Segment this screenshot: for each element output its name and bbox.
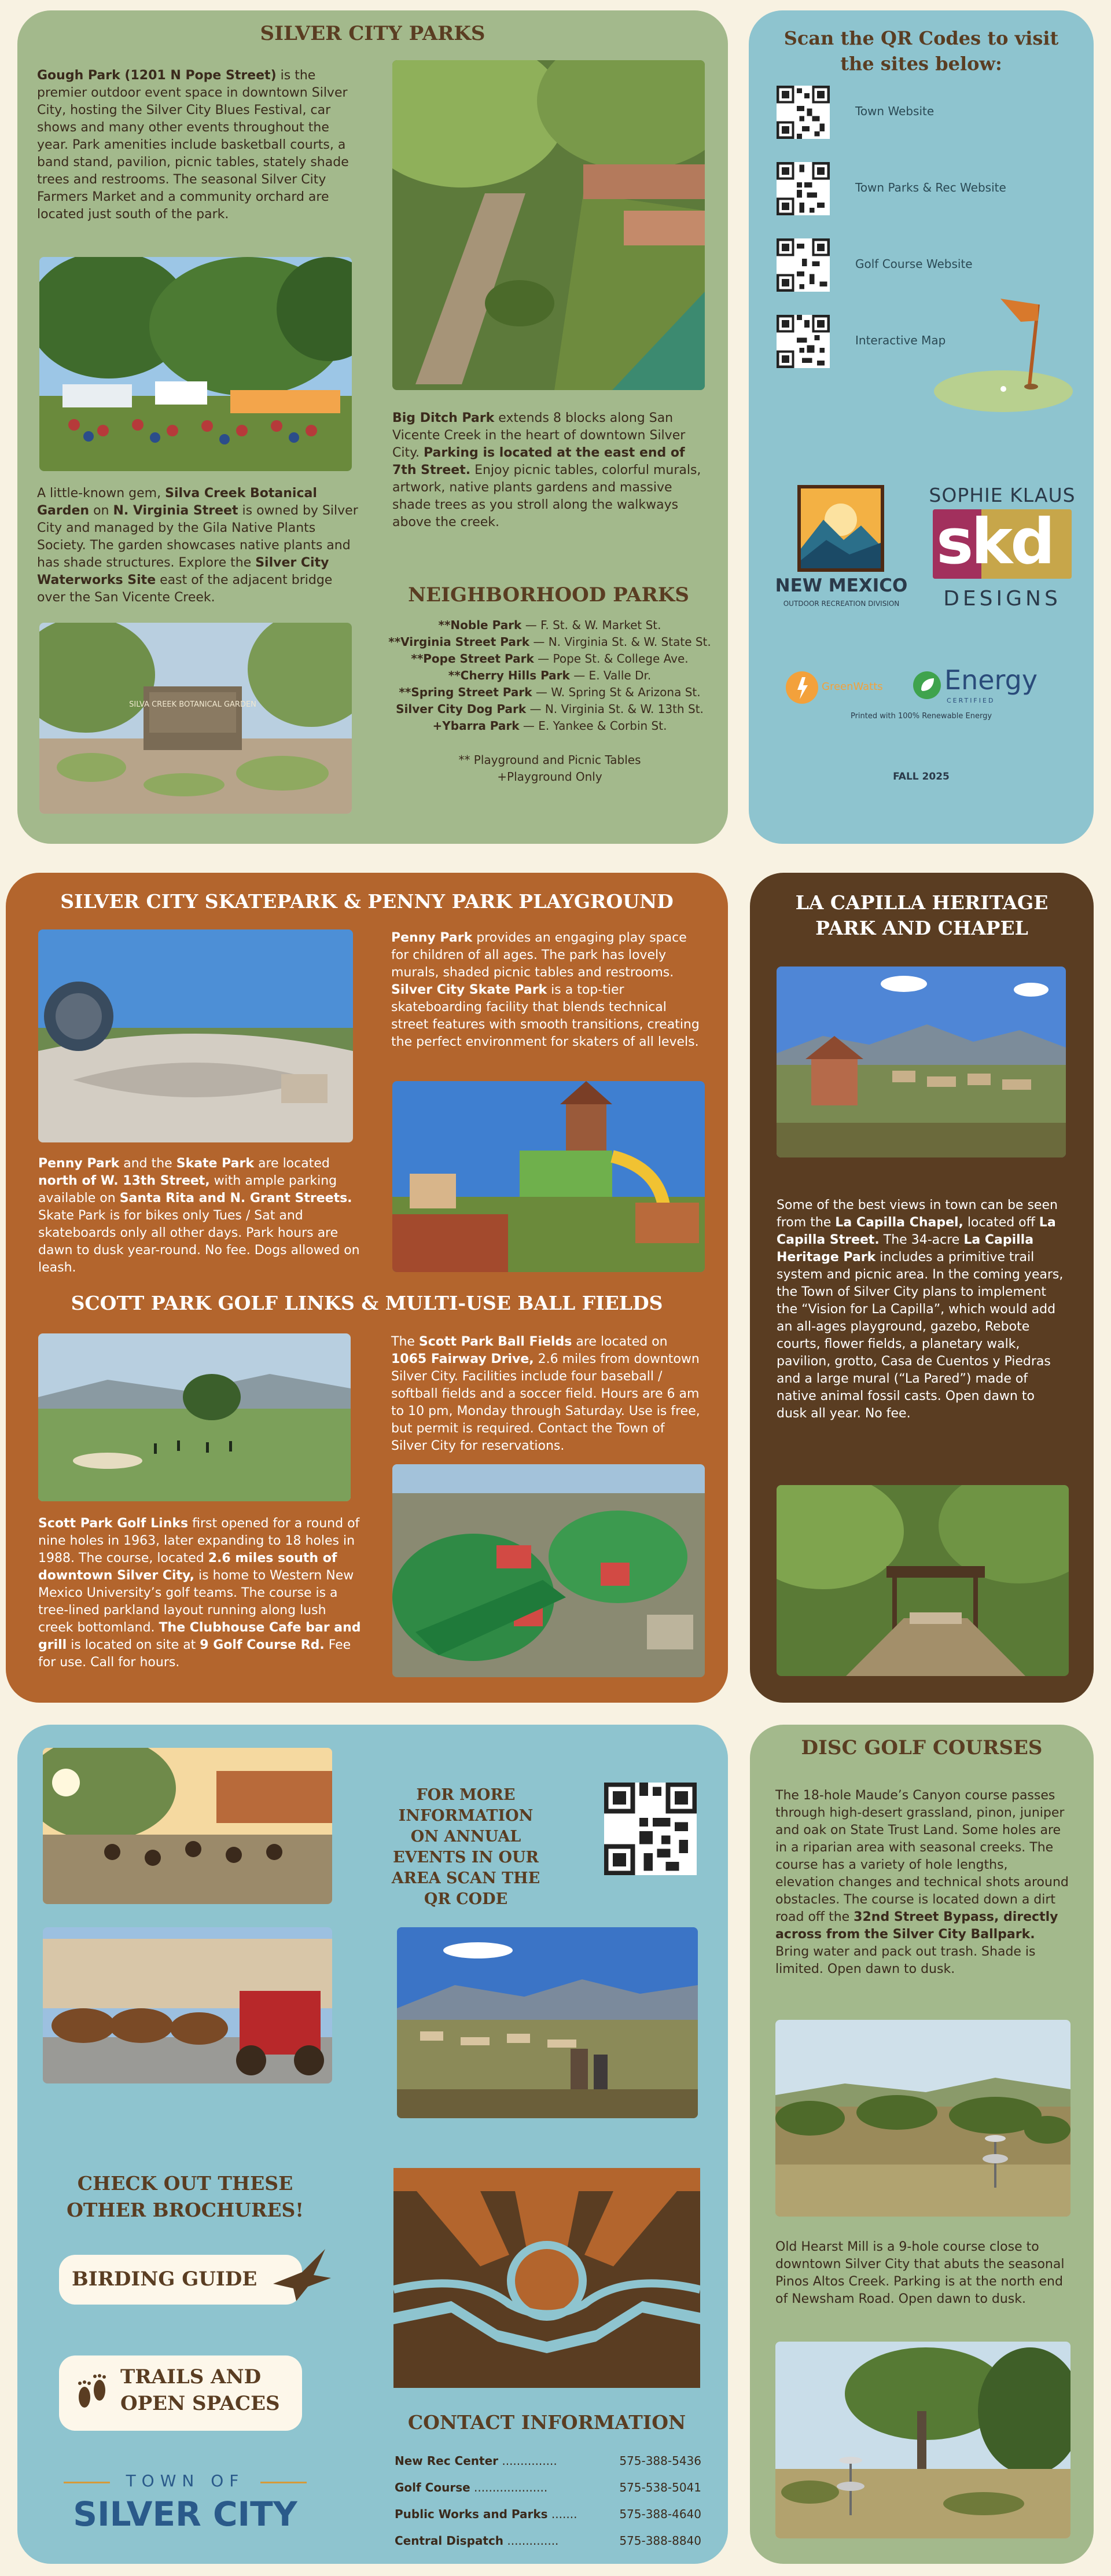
greenwatts-badge: GreenWatts — [785, 670, 883, 707]
footprints-icon — [72, 2374, 112, 2415]
events-contact-panel — [17, 1725, 728, 2564]
silver-city-parks-panel — [17, 10, 728, 844]
other-brochures-heading: CHECK OUT THESE OTHER BROCHURES! — [67, 2172, 304, 2221]
greenwatts-icon — [785, 670, 819, 705]
stagecoach-parade-photo — [43, 1927, 332, 2083]
neighborhood-parks-list — [376, 617, 723, 785]
sk-designs-line2: DESIGNS — [943, 587, 1061, 611]
qr-label-town-website: Town Website — [855, 104, 935, 118]
legend-playground-only: +Playground Only — [497, 770, 602, 784]
contact-row: Public Works and Parks ....... 575-388-4640 — [395, 2507, 701, 2521]
qr-label-interactive-map: Interactive Map — [855, 333, 946, 347]
skatepark-golf-panel — [6, 873, 728, 1703]
disc-golf-panel — [750, 1725, 1094, 2564]
disc-golf-title: DISC GOLF COURSES — [801, 1736, 1043, 1759]
la-capilla-view-photo — [777, 967, 1066, 1157]
penny-park-text: Penny Park provides an engaging play space for children of all ages. The park has lovely murals, shaded picnic tables and restrooms. Silver City Skate Park is a top-tier skateboarding facility that blends technical street features with smooth transitions, creating the perfect environment for skaters of all levels. — [391, 931, 700, 1049]
qr-code-annual-events[interactable] — [604, 1783, 697, 1875]
energy-certified-badge: Energy CERTIFIED — [912, 667, 1057, 707]
leaf-icon — [912, 670, 942, 700]
gough-park-photo — [39, 257, 352, 471]
qr-label-parks-rec-website: Town Parks & Rec Website — [855, 181, 1006, 194]
sk-designs-logo: skd — [933, 509, 1072, 579]
golf-links-text: Scott Park Golf Links first opened for a round of nine holes in 1963, later expanding to 18 holes in 1988. The course, located 2.6 miles south of downtown Silver City, is home to Western New Mexico University’s golf teams. The course is a tree-lined parkland layout running along lush creek bottomland. The Clubhouse Cafe bar and grill is located on site at 9 Golf Course Rd. Fee for use. Call for hours. — [38, 1516, 361, 1670]
neighborhood-parks-title: NEIGHBORHOOD PARKS — [408, 583, 689, 607]
la-capilla-title: LA CAPILLA HERITAGE PARK AND CHAPEL — [795, 891, 1049, 939]
contact-row: Golf Course .................... 575-538-5041 — [395, 2481, 701, 2494]
qr-title: Scan the QR Codes to visit the sites below: — [783, 27, 1059, 75]
neighborhood-park-item: **Cherry Hills Park — E. Valle Dr. — [448, 668, 652, 682]
qr-code-interactive-map[interactable] — [777, 315, 830, 368]
skatepark-title: SILVER CITY SKATEPARK & PENNY PARK PLAYGROUND — [60, 890, 674, 913]
qr-code-parks-rec-website[interactable] — [777, 162, 830, 215]
golf-title: SCOTT PARK GOLF LINKS & MULTI-USE BALL FIELDS — [71, 1292, 663, 1314]
contact-row: New Rec Center ............... 575-388-5436 — [395, 2454, 701, 2468]
nm-logo-line2: OUTDOOR RECREATION DIVISION — [783, 600, 900, 608]
qr-label-golf-course-website: Golf Course Website — [855, 257, 973, 271]
la-capilla-trail-photo — [777, 1485, 1069, 1676]
season-label: FALL 2025 — [893, 771, 950, 782]
penny-park-playground-photo — [392, 1081, 705, 1272]
big-ditch-text: Big Ditch Park extends 8 blocks along San Vicente Creek in the heart of downtown Silver City. Parking is located at the east end of 7th Street. Enjoy picnic tables, colorful murals, artwork, native plants gardens and massive shade trees as you stroll along the walkways above the creek. — [392, 411, 701, 530]
renewable-energy-note: Printed with 100% Renewable Energy — [850, 712, 992, 721]
town-of-label: TOWN OF — [126, 2471, 245, 2490]
ball-fields-text: The Scott Park Ball Fields are located on 1065 Fairway Drive, 2.6 miles from downtown Silver City. Facilities include four baseball / softball fields and a soccer field. Hours are 6 am to 10 pm, Monday through Saturday. Use is free, but permit is required. Contact the Town of Silver City for reservations. — [391, 1335, 700, 1453]
nm-outdoor-recreation-logo — [797, 485, 884, 572]
neighborhood-park-item: **Noble Park — F. St. & W. Market St. — [438, 618, 661, 632]
nm-logo-line1: NEW MEXICO — [775, 575, 908, 596]
silver-city-overlook-photo — [397, 1927, 698, 2118]
la-capilla-text: Some of the best views in town can be seen from the La Capilla Chapel, located off La Capilla Street. The 34-acre La Capilla Heritage Park includes a primitive trail system and picnic area. In the coming years, the Town of Silver City plans to implement the “Vision for La Capilla”, which would add an all-ages playground, gazebo, Rebote courts, flower fields, a planetary walk, pavilion, grotto, Casa de Cuentos y Piedras and a large mural (“La Pared”) made of native animal fossil casts. Open dawn to dusk all year. No fee. — [777, 1198, 1064, 1421]
garden-sign-text: SILVA CREEK BOTANICAL GARDEN — [129, 700, 256, 709]
neighborhood-park-item: **Virginia Street Park — N. Virginia St. & W. State St. — [388, 635, 711, 649]
neighborhood-park-item: Silver City Dog Park — N. Virginia St. & W. 13th St. — [396, 702, 704, 716]
old-hearst-mill-text: Old Hearst Mill is a 9-hole course close to downtown Silver City that abuts the seasonal Pinos Altos Creek. Parking is at the north end of Newsham Road. Open dawn to dusk. — [775, 2240, 1065, 2306]
big-ditch-park-photo — [392, 60, 705, 390]
birding-guide-button[interactable]: BIRDING GUIDE — [59, 2255, 302, 2305]
silver-city-sun-logo — [393, 2168, 700, 2388]
neighborhood-park-item: +Ybarra Park — E. Yankee & Corbin St. — [432, 719, 667, 733]
neighborhood-park-item: **Spring Street Park — W. Spring St & Arizona St. — [399, 685, 701, 699]
gough-park-text: Gough Park (1201 N Pope Street) is the premier outdoor event space in downtown Silver City, hosting the Silver City Blues Festival, car shows and many other events throughout the year. Park amenities include basketball courts, a band stand, pavilion, picnic tables, stately shade trees and restrooms. The seasonal Silver City Farmers Market and a community orchard are located just south of the park. — [37, 68, 349, 222]
parks-title: SILVER CITY PARKS — [260, 22, 485, 45]
trails-open-spaces-button[interactable]: TRAILS AND OPEN SPACES — [59, 2355, 302, 2431]
contact-info-title: CONTACT INFORMATION — [407, 2411, 686, 2434]
town-of-rule-right — [260, 2482, 307, 2483]
farmers-market-photo — [43, 1748, 332, 1904]
sk-designs-line1: SOPHIE KLAUS — [929, 484, 1076, 506]
qr-code-golf-course-website[interactable] — [777, 238, 830, 292]
old-hearst-mill-photo — [775, 2342, 1070, 2538]
silva-creek-text: A little-known gem, Silva Creek Botanical Garden on N. Virginia Street is owned by Silver City and managed by the Gila Native Plants Society. The garden showcases native plants and has shade structures. Explore the Silver City Waterworks Site east of the adjacent bridge over the San Vicente Creek. — [37, 486, 358, 605]
silva-creek-garden-photo — [39, 623, 352, 814]
contact-row: Central Dispatch .............. 575-388-8840 — [395, 2534, 701, 2548]
skatepark-location-text: Penny Park and the Skate Park are located north of W. 13th Street, with ample parking available on Santa Rita and N. Grant Streets. Skate Park is for bikes only Tues / Sat and skateboards only all other days. Park hours are dawn to dusk year-round. No fee. Dogs allowed on leash. — [38, 1156, 360, 1275]
bird-icon — [267, 2243, 337, 2313]
events-info-text: FOR MORE INFORMATION ON ANNUAL EVENTS IN OUR AREA SCAN THE QR CODE — [391, 1786, 540, 1908]
maudes-canyon-text: The 18-hole Maude’s Canyon course passes through high-desert grassland, pinon, juniper and oak on State Trust Land. Some holes are in a riparian area with seasonal creeks. The course has a variety of hole lengths, elevation changes and technical shots around obstacles. The course is located down a dirt road off the 32nd Street Bypass, directly across from the Silver City Ballpark. Bring water and pack out trash. Shade is limited. Open dawn to dusk. — [775, 1788, 1069, 1976]
qr-codes-panel — [749, 10, 1094, 844]
golf-course-photo — [38, 1333, 351, 1501]
skatepark-photo — [38, 929, 353, 1142]
neighborhood-park-item: **Pope Street Park — Pope St. & College Ave. — [411, 652, 689, 666]
legend-playground-picnic: ** Playground and Picnic Tables — [458, 753, 641, 767]
town-of-rule-left — [64, 2482, 110, 2483]
ball-fields-aerial-photo — [392, 1464, 705, 1677]
qr-code-town-website[interactable] — [777, 86, 830, 139]
golf-flag-icon — [928, 287, 1073, 414]
maudes-canyon-photo — [775, 2020, 1070, 2217]
la-capilla-panel — [750, 873, 1094, 1703]
silver-city-wordmark: SILVER CITY — [73, 2494, 297, 2534]
